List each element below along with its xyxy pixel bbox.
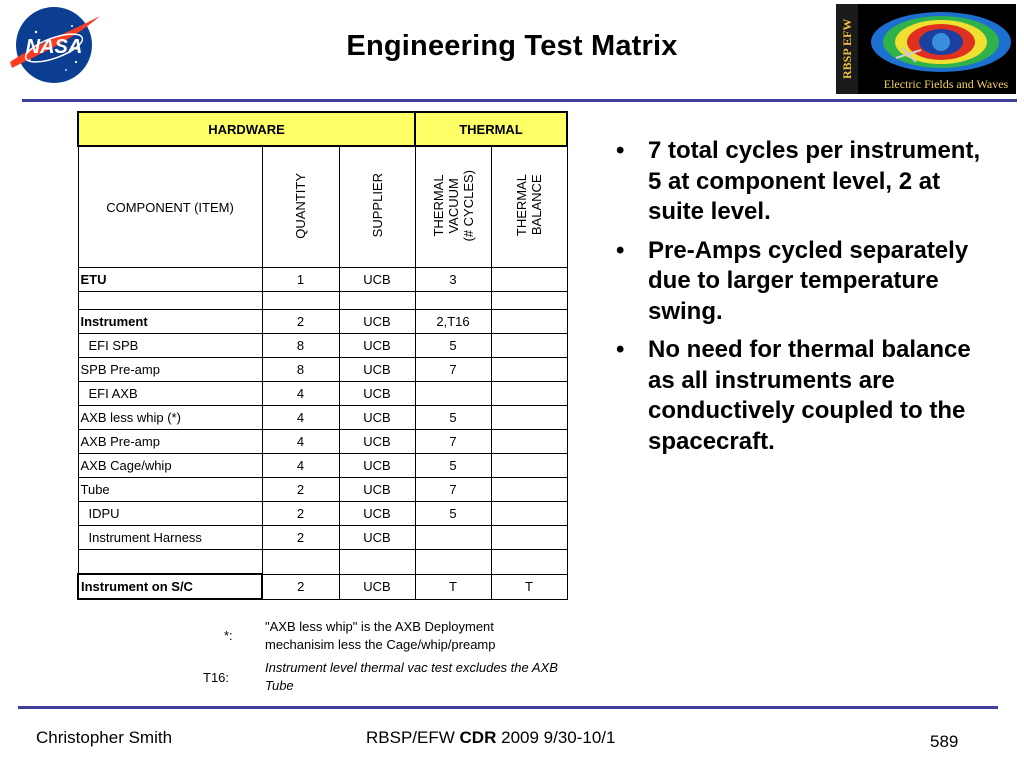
- row-thermal-vacuum: 7: [415, 478, 491, 502]
- row-component: AXB Pre-amp: [78, 430, 262, 454]
- row-component: Instrument: [78, 310, 262, 334]
- row-thermal-balance: [491, 268, 567, 292]
- bullet-icon: •: [616, 137, 625, 164]
- row-component: Tube: [78, 478, 262, 502]
- row-thermal-vacuum: 3: [415, 268, 491, 292]
- footer-center: [366, 728, 616, 748]
- table-row: [78, 574, 567, 599]
- row-thermal-vacuum: [415, 382, 491, 406]
- row-supplier: UCB: [339, 574, 415, 599]
- row-supplier: UCB: [339, 334, 415, 358]
- row-thermal-vacuum: [415, 550, 491, 575]
- row-supplier: UCB: [339, 310, 415, 334]
- table-row: [78, 334, 567, 358]
- table-row: [78, 478, 567, 502]
- row-thermal-balance: [491, 310, 567, 334]
- hardware-group-header: HARDWARE: [78, 112, 415, 146]
- row-thermal-balance: [491, 454, 567, 478]
- row-component: [78, 292, 262, 310]
- row-component: SPB Pre-amp: [78, 358, 262, 382]
- row-thermal-balance: [491, 502, 567, 526]
- row-thermal-vacuum: 2,T16: [415, 310, 491, 334]
- col-header-thermal-balance-label: THERMAL BALANCE: [514, 174, 544, 237]
- thermal-group-header: THERMAL: [415, 112, 567, 146]
- row-quantity: 2: [262, 526, 339, 550]
- list-item: [614, 136, 984, 228]
- row-supplier: [339, 550, 415, 575]
- bullet-list: [614, 136, 984, 465]
- col-header-quantity-label: QUANTITY: [293, 172, 308, 239]
- note-text-t16: Instrument level thermal vac test excludes the AXB Tube: [265, 660, 558, 693]
- row-quantity: 2: [262, 478, 339, 502]
- bullet-icon: •: [616, 236, 625, 264]
- row-supplier: UCB: [339, 268, 415, 292]
- row-thermal-vacuum: 7: [415, 358, 491, 382]
- row-thermal-vacuum: [415, 526, 491, 550]
- row-quantity: 4: [262, 406, 339, 430]
- col-header-thermal-vacuum: [415, 146, 491, 268]
- bullet-text: 7 total cycles per instrument, 5 at component level, 2 at suite level.: [648, 137, 981, 225]
- row-quantity: 8: [262, 358, 339, 382]
- row-supplier: UCB: [339, 406, 415, 430]
- table-row: [78, 430, 567, 454]
- row-supplier: UCB: [339, 526, 415, 550]
- bullet-icon: •: [616, 336, 625, 363]
- test-matrix-table: [77, 111, 568, 600]
- table-row: [78, 406, 567, 430]
- row-thermal-vacuum: 5: [415, 454, 491, 478]
- row-thermal-balance: [491, 526, 567, 550]
- row-thermal-balance: [491, 382, 567, 406]
- row-component: EFI SPB: [78, 334, 262, 358]
- row-component: AXB less whip (*): [78, 406, 262, 430]
- row-thermal-balance: [491, 406, 567, 430]
- list-item: [614, 236, 984, 328]
- row-quantity: 4: [262, 454, 339, 478]
- table-group-header-row: [78, 112, 567, 146]
- footer-center-bold: CDR: [459, 728, 497, 747]
- rbsp-logo-vertical-text: RBSP EFW: [836, 4, 858, 94]
- footer-author: Christopher Smith: [36, 728, 173, 747]
- row-thermal-vacuum: T: [415, 574, 491, 599]
- footer-center-prefix: RBSP/EFW: [366, 728, 455, 747]
- rbsp-efw-logo: [836, 4, 1016, 94]
- row-thermal-balance: [491, 478, 567, 502]
- note-key-t16: T16:: [203, 670, 230, 685]
- row-thermal-balance: [491, 334, 567, 358]
- table-row: [78, 526, 567, 550]
- note-text-asterisk: "AXB less whip" is the AXB Deployment mechanisim less the Cage/whip/preamp: [265, 619, 496, 652]
- table-row: [78, 454, 567, 478]
- row-component: IDPU: [78, 502, 262, 526]
- row-supplier: UCB: [339, 478, 415, 502]
- col-header-supplier: [339, 146, 415, 268]
- row-quantity: [262, 550, 339, 575]
- row-thermal-vacuum: 5: [415, 334, 491, 358]
- bullet-text: No need for thermal balance as all instruments are conductively coupled to the spacecraft.: [648, 336, 971, 455]
- table-row: [78, 382, 567, 406]
- row-component: Instrument on S/C: [78, 574, 262, 599]
- row-thermal-vacuum: [415, 292, 491, 310]
- nasa-logo-text: NASA: [25, 36, 83, 58]
- row-supplier: UCB: [339, 454, 415, 478]
- row-quantity: 2: [262, 310, 339, 334]
- row-supplier: UCB: [339, 382, 415, 406]
- row-thermal-balance: [491, 430, 567, 454]
- table-column-header-row: [78, 146, 567, 268]
- row-supplier: UCB: [339, 430, 415, 454]
- row-quantity: 4: [262, 382, 339, 406]
- row-thermal-vacuum: 5: [415, 406, 491, 430]
- col-header-thermal-vacuum-label: THERMAL VACUUM (# CYCLES): [430, 169, 476, 242]
- table-row: [78, 358, 567, 382]
- row-thermal-balance: [491, 550, 567, 575]
- row-thermal-vacuum: 7: [415, 430, 491, 454]
- row-component: ETU: [78, 268, 262, 292]
- row-component: Instrument Harness: [78, 526, 262, 550]
- footer-divider: [18, 706, 998, 709]
- row-thermal-balance: [491, 292, 567, 310]
- row-supplier: UCB: [339, 502, 415, 526]
- row-component: [78, 550, 262, 575]
- col-header-supplier-label: SUPPLIER: [369, 173, 385, 238]
- bullet-text: Pre-Amps cycled separately due to larger temperature swing.: [648, 236, 969, 325]
- page-title: Engineering Test Matrix: [346, 30, 678, 62]
- row-component: AXB Cage/whip: [78, 454, 262, 478]
- row-quantity: 2: [262, 502, 339, 526]
- footer-center-suffix: 2009 9/30-10/1: [501, 728, 616, 747]
- row-quantity: 8: [262, 334, 339, 358]
- row-quantity: [262, 292, 339, 310]
- list-item: [614, 335, 984, 457]
- row-component: EFI AXB: [78, 382, 262, 406]
- table-row: [78, 292, 567, 310]
- row-thermal-balance: [491, 358, 567, 382]
- rbsp-logo-band-text: Electric Fields and Waves: [883, 77, 1009, 91]
- col-header-thermal-balance: [491, 146, 567, 268]
- table-row: [78, 268, 567, 292]
- col-header-quantity: [262, 146, 339, 268]
- row-supplier: [339, 292, 415, 310]
- row-thermal-vacuum: 5: [415, 502, 491, 526]
- header-divider: [22, 99, 1017, 102]
- radiation-belt-graphic: [866, 6, 1016, 74]
- row-supplier: UCB: [339, 358, 415, 382]
- table-row: [78, 502, 567, 526]
- row-quantity: 2: [262, 574, 339, 599]
- table-row: [78, 550, 567, 575]
- note-key-asterisk: *:: [224, 628, 233, 643]
- col-header-component: COMPONENT (ITEM): [78, 146, 262, 268]
- page-number: 589: [930, 732, 959, 751]
- row-quantity: 1: [262, 268, 339, 292]
- row-thermal-balance: T: [491, 574, 567, 599]
- row-quantity: 4: [262, 430, 339, 454]
- table-row: [78, 310, 567, 334]
